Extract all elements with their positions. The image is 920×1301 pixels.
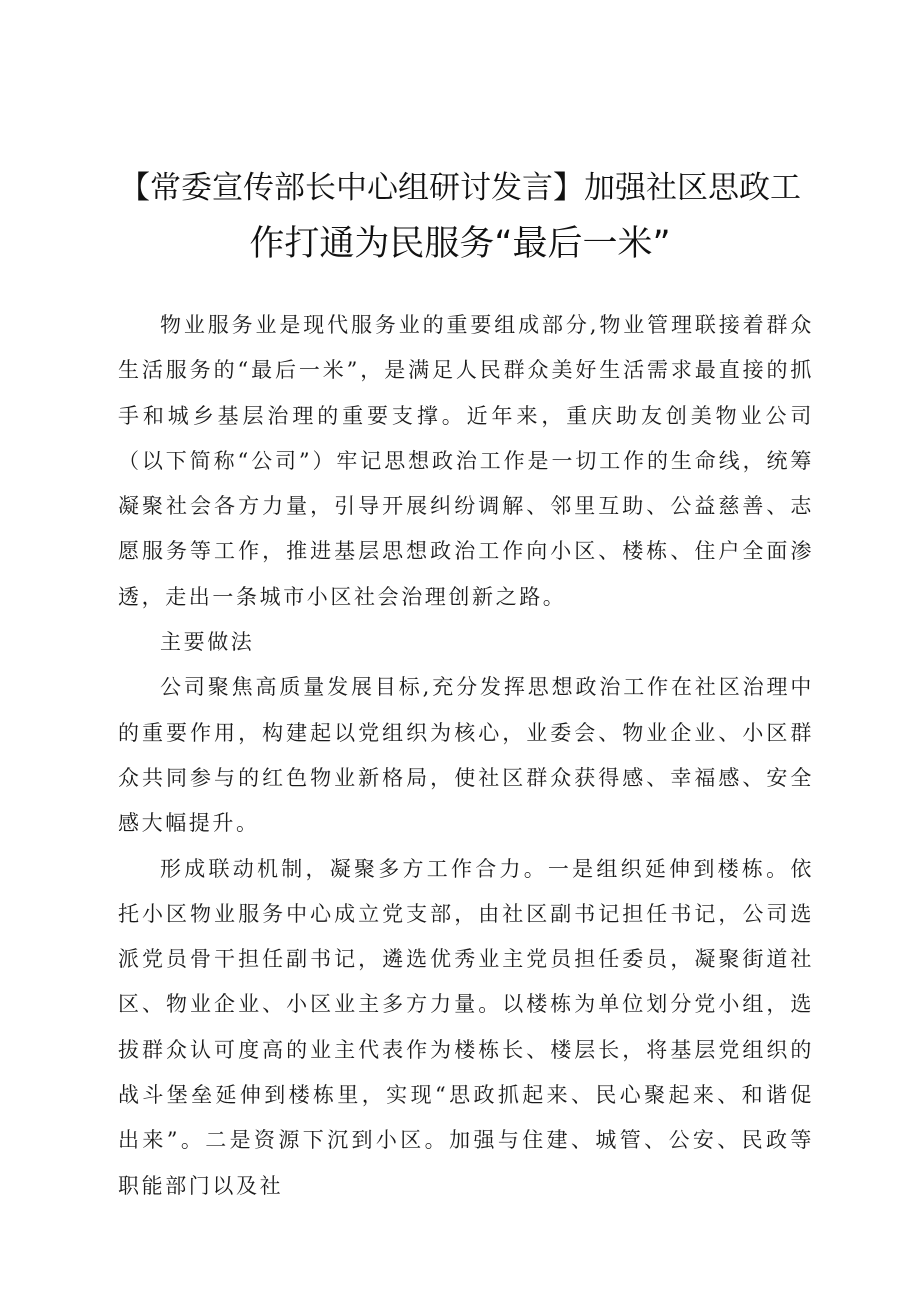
paragraph-overview: 公司聚焦高质量发展目标,充分发挥思想政治工作在社区治理中的重要作用，构建起以党组织为核心，业委会、物业企业、小区群众共同参与的红色物业新格局，使社区群众获得感、幸福感、安全感大幅提升。 — [118, 675, 814, 836]
paragraph-intro: 物业服务业是现代服务业的重要组成部分,物业管理联接着群众生活服务的“最后一米”，是满足人民群众美好生活需求最直接的抓手和城乡基层治理的重要支撑。近年来，重庆助友创美物业公司（以下简称“公司”）牢记思想政治工作是一切工作的生命线，统筹凝聚社会各方力量，引导开展纠纷调解、邻里互助、公益慈善、志愿服务等工作，推进基层思想政治工作向小区、楼栋、住户全面渗透，走出一条城市小区社会治理创新之路。 — [118, 313, 814, 609]
document-title — [110, 160, 810, 272]
title-line-2: 作打通为民服务“最后一米” — [249, 224, 671, 264]
section-heading-main-practices: 主要做法 — [160, 630, 255, 655]
document-body — [118, 303, 814, 1209]
title-line-1: 【常委宣传部长中心组研讨发言】加强社区思政工 — [119, 170, 801, 206]
paragraph-linkage-mechanism: 形成联动机制，凝聚多方工作合力。一是组织延伸到楼栋。依托小区物业服务中心成立党支部，由社区副书记担任书记，公司选派党员骨干担任副书记，遴选优秀业主党员担任委员，凝聚街道社区、物业企业、小区业主多方力量。以楼栋为单位划分党小组，选拔群众认可度高的业主代表作为楼栋长、楼层长，将基层党组织的战斗堡垒延伸到楼栋里，实现“思政抓起来、民心聚起来、和谐促出来”。二是资源下沉到小区。加强与住建、城管、公安、民政等职能部门以及社 — [118, 856, 814, 1198]
